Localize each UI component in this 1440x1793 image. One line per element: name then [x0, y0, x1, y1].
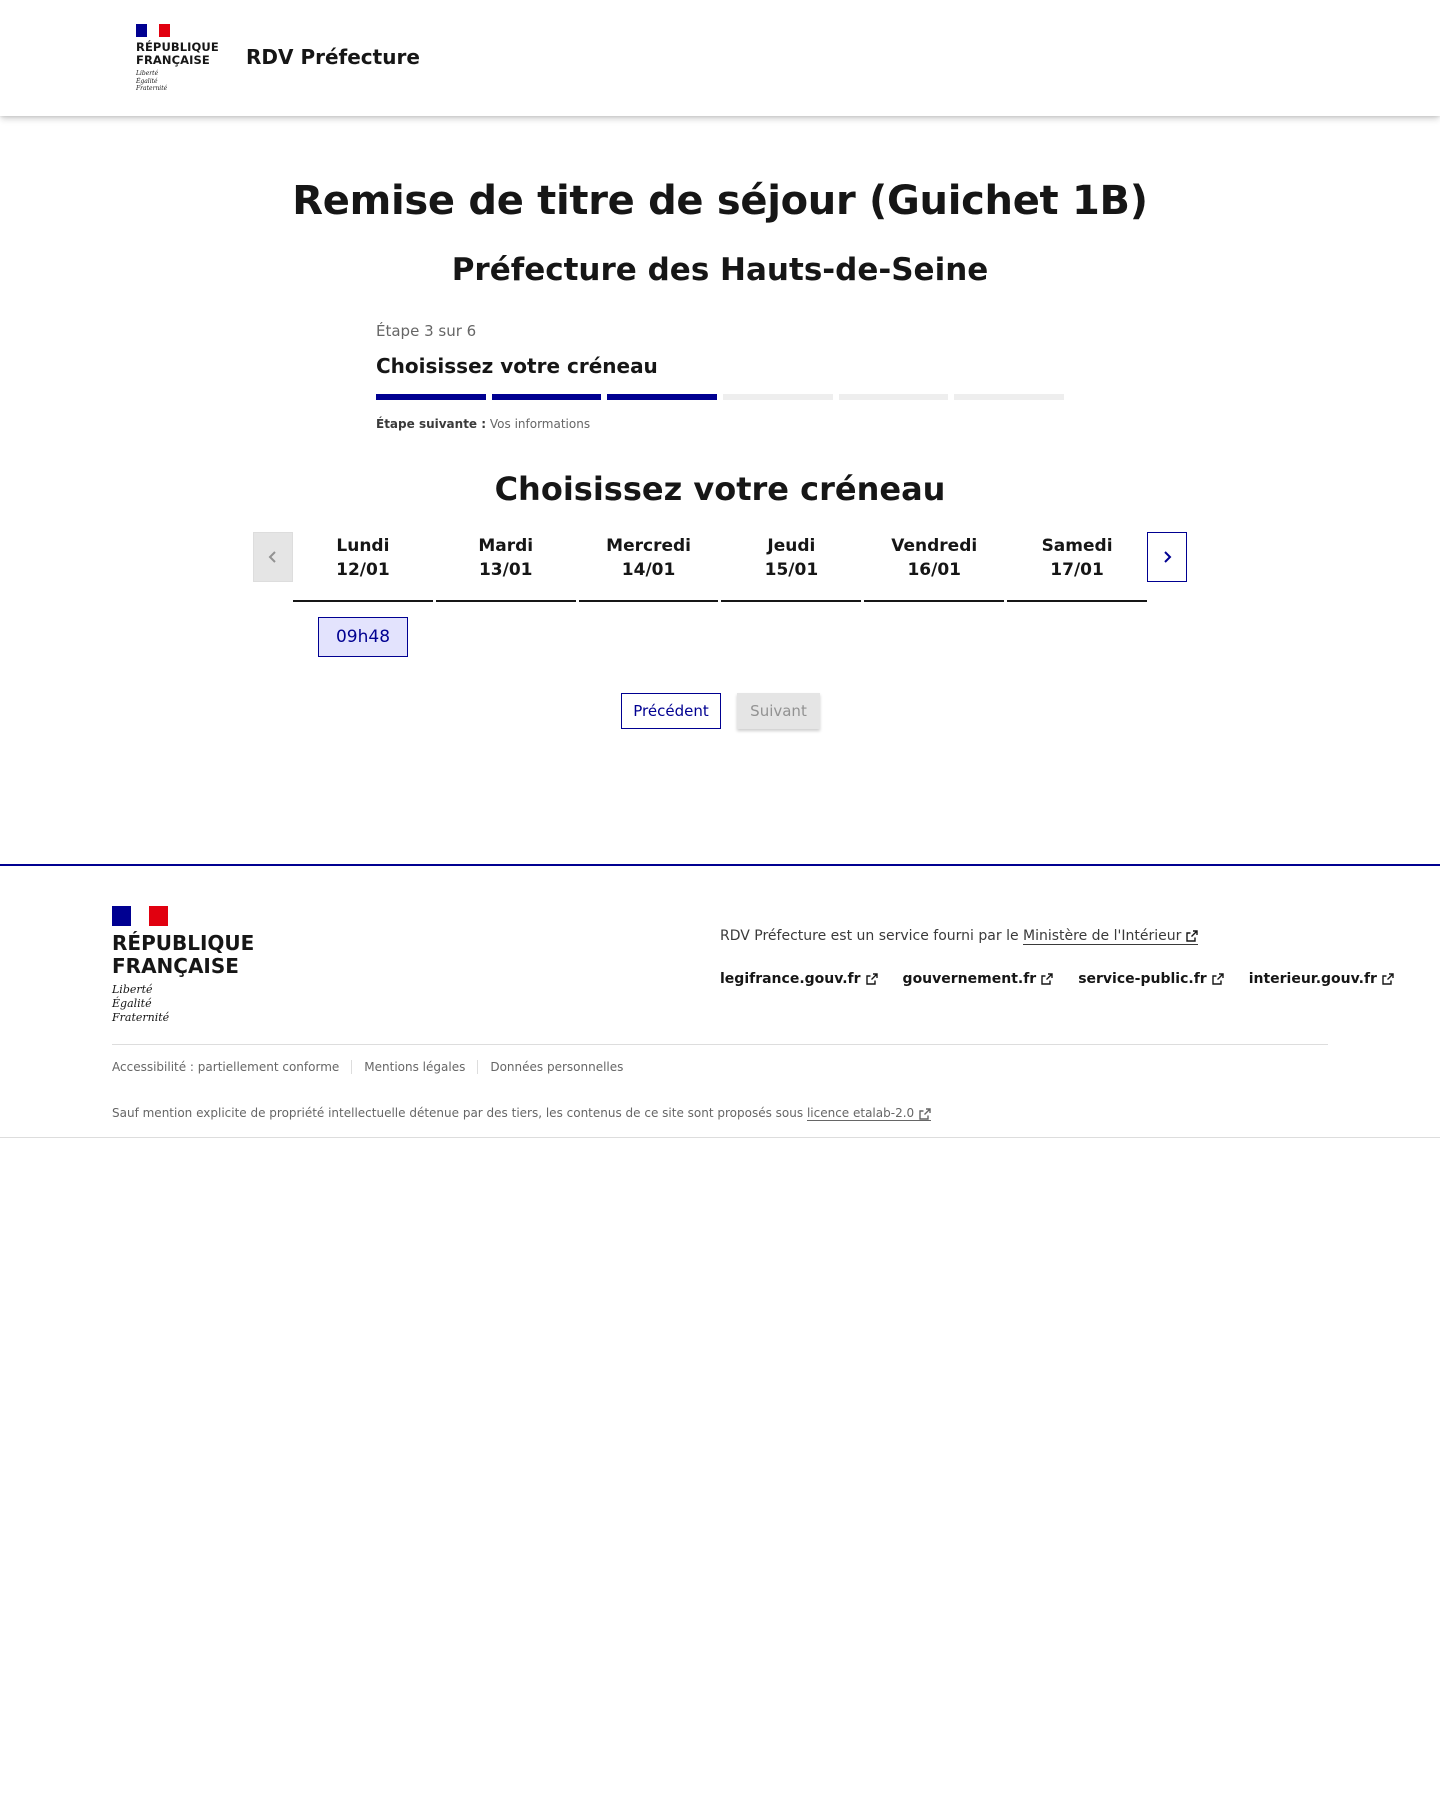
interieur-link[interactable]: [1249, 971, 1394, 987]
link-label: interieur.gouv.fr: [1248, 971, 1377, 987]
external-link-icon: [1041, 973, 1053, 985]
page-title: Remise de titre de séjour (Guichet 1B): [292, 178, 1148, 224]
service-name-link[interactable]: RDV Préfecture: [246, 45, 420, 69]
day-column: [436, 532, 576, 602]
external-link-icon: [1186, 930, 1198, 942]
previous-week-button[interactable]: [253, 532, 293, 582]
day-date: 17/01: [1050, 560, 1104, 580]
chevron-left-icon: [267, 550, 279, 564]
day-date: 16/01: [907, 560, 961, 580]
accessibility-link[interactable]: Accessibilité : partiellement conforme: [112, 1060, 340, 1074]
next-week-button[interactable]: [1147, 532, 1187, 582]
motto-fraternite: Fraternité: [136, 85, 168, 92]
logo-line-2: FRANÇAISE: [136, 53, 210, 67]
site-header: [0, 0, 1440, 116]
service-public-link[interactable]: [1078, 971, 1223, 987]
previous-button[interactable]: Précédent: [621, 693, 721, 729]
day-name: Jeudi: [767, 536, 816, 556]
motto-egalite: Égalité: [112, 997, 152, 1010]
days-row: [293, 532, 1147, 602]
external-link-icon: [1382, 973, 1394, 985]
day-name: Vendredi: [891, 536, 978, 556]
link-label: service-public.fr: [1078, 971, 1207, 987]
logo-motto: [136, 70, 226, 93]
footer-divider: [112, 1044, 1328, 1045]
stepper-segment: [492, 394, 602, 400]
footer-logo-motto: [112, 983, 252, 1025]
motto-liberte: Liberté: [136, 70, 159, 77]
marianne-flag-icon: [112, 906, 168, 926]
personal-data-link[interactable]: Données personnelles: [477, 1060, 635, 1074]
gouvernement-link[interactable]: [903, 971, 1054, 987]
legal-notice-link[interactable]: Mentions légales: [351, 1060, 477, 1074]
day-name: Samedi: [1041, 536, 1113, 556]
stepper-segment: [376, 394, 486, 400]
legifrance-link[interactable]: [720, 971, 878, 987]
footer-description-text: RDV Préfecture est un service fourni par le: [720, 928, 1019, 944]
logo-line-1: RÉPUBLIQUE: [136, 40, 219, 54]
footer-republique-francaise-logo[interactable]: [112, 906, 255, 1025]
motto-liberte: Liberté: [112, 983, 153, 996]
chevron-right-icon: [1161, 550, 1173, 564]
day-column: [1007, 532, 1147, 602]
day-date: 14/01: [621, 560, 676, 580]
day-date: 12/01: [336, 560, 390, 580]
day-date: 13/01: [478, 560, 533, 580]
link-label: legifrance.gouv.fr: [720, 971, 861, 987]
stepper-title: Choisissez votre créneau: [376, 354, 658, 378]
licence-link-label: licence etalab-2.0: [806, 1106, 915, 1120]
motto-fraternite: Fraternité: [112, 1011, 170, 1024]
marianne-flag-icon: [136, 24, 170, 37]
day-column: [864, 532, 1004, 602]
stepper-next-step: [376, 417, 1064, 431]
stepper-next-value: Vos informations: [489, 417, 591, 431]
footer-logo-line-1: RÉPUBLIQUE: [112, 931, 255, 955]
stepper-segment: [723, 394, 833, 400]
day-name: Mercredi: [606, 536, 691, 556]
ministere-interieur-link[interactable]: [1023, 928, 1198, 945]
footer-licence: [112, 1106, 931, 1120]
time-slot-button[interactable]: 09h48: [318, 617, 408, 657]
day-date: 15/01: [764, 560, 819, 580]
republique-francaise-logo[interactable]: [136, 24, 226, 93]
external-link-icon: [919, 1108, 931, 1120]
link-label: gouvernement.fr: [902, 971, 1037, 987]
site-footer: [0, 864, 1440, 1138]
stepper-segment: [607, 394, 717, 400]
day-name: Mardi: [478, 536, 534, 556]
section-title: Choisissez votre créneau: [494, 470, 946, 508]
stepper-progress-bar: [376, 394, 1064, 400]
external-link-icon: [1212, 973, 1224, 985]
ministere-link-label: Ministère de l'Intérieur: [1023, 928, 1182, 944]
page-subtitle: Préfecture des Hauts-de-Seine: [451, 252, 989, 288]
licence-text: Sauf mention explicite de propriété intellectuelle détenue par des tiers, les contenus de ce site sont proposés sous: [112, 1106, 804, 1120]
footer-links: [720, 971, 1394, 987]
day-column: [721, 532, 861, 602]
day-column: [579, 532, 719, 602]
next-button-disabled[interactable]: Suivant: [737, 693, 820, 729]
stepper-state: Étape 3 sur 6: [376, 322, 477, 340]
footer-bottom-links: [112, 1060, 635, 1074]
footer-logo-line-2: FRANÇAISE: [112, 954, 239, 978]
motto-egalite: Égalité: [136, 77, 158, 85]
stepper-segment: [839, 394, 949, 400]
stepper-segment: [954, 394, 1064, 400]
stepper: [376, 322, 1064, 431]
external-link-icon: [866, 973, 878, 985]
licence-etalab-link[interactable]: [807, 1106, 931, 1121]
day-name: Lundi: [336, 536, 390, 556]
footer-description: [720, 928, 1198, 944]
day-column: [293, 532, 433, 602]
stepper-next-label: Étape suivante :: [376, 417, 487, 431]
slot-calendar: [253, 532, 1187, 602]
